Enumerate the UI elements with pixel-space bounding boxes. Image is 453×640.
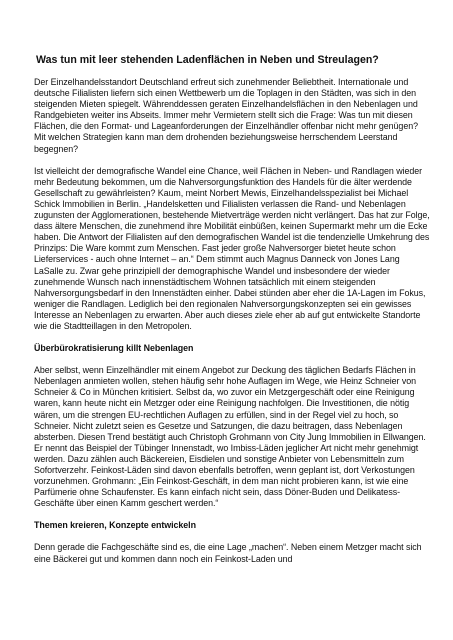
document-body — [34, 77, 430, 565]
themen-paragraph: Denn gerade die Fachgeschäfte sind es, die eine Lage „machen“. Neben einem Metzger macht sich eine Bäckerei gut und kommen dann noch ein Feinkost-Laden und — [34, 542, 422, 564]
intro-paragraph: Der Einzelhandelsstandort Deutschland erfreut sich zunehmender Beliebtheit. Internationale und deutsche Filialisten liefern sich einen Wettbewerb um die Toplagen in den Städten, was sich in den steigenden Mieten spiegelt. Währenddessen geraten Einzelhandelsflächen in den Nebenlagen und Randgebieten weiter ins Abseits. Immer mehr Vermietern stellt sich die Frage: Was tun mit diesen Flächen, die den Format- und Lageanforderungen der Einzelhändler offenbar nicht mehr genügen? Mit welchen Strategien kann man dem drohenden beziehungsweise herrschendem Leerstand begegnen? — [34, 77, 418, 154]
section-heading-themen: Themen kreieren, Konzepte entwickeln — [34, 520, 196, 531]
section-heading-buerokratie: Überbürokratisierung killt Nebenlagen — [34, 343, 194, 354]
buerokratie-paragraph: Aber selbst, wenn Einzelhändler mit einem Angebot zur Deckung des täglichen Bedarfs Flächen in Nebenlagen anmieten wollen, stehen häufig sehr hohe Auflagen im Wege, wie Heinz Schneier von Schneier & Co in München kritisiert. Selbst da, wo zuvor ein Metzgergeschäft oder eine Reinigung waren, kann heute nicht ein Metzger oder eine Reinigung nachfolgen. Die Investitionen, die nötig wären, um die strengen EU-rechtlichen Auflagen zu erfüllen, sind in der Regel viel zu hoch, so Schneier. Nicht zuletzt seien es Gesetze und Satzungen, die dazu beitragen, dass Nebenlagen absterben. Diesen Trend bestätigt auch Christoph Grohmann von City Jung Immobilien in Ellwangen. Er nennt das Beispiel der Tübinger Innenstadt, wo Imbiss-Läden jeglicher Art nicht mehr genehmigt werden. Dazu zählen auch Bäckereien, Eisdielen und sonstige Anbieter von Lebensmitteln zum Sofortverzehr. Feinkost-Läden sind davon ebenfalls betroffen, wenn geplant ist, dort Verkostungen vorzunehmen. Grohmann: „Ein Feinkost-Geschäft, in dem man nicht probieren kann, ist wie eine Parfümerie ohne Schaufenster. Es kann einfach nicht sein, dass Döner-Buden und Delikatess-Geschäfte über einen Kamm geschert werden.“ — [34, 365, 426, 509]
document-title: Was tun mit leer stehenden Ladenflächen in Neben und Streulagen? — [36, 54, 379, 66]
demographic-paragraph: Ist vielleicht der demografische Wandel eine Chance, weil Flächen in Neben- und Randlagen wieder mehr Bedeutung bekommen, um die Nahversorgungsfunktion des Handels für die älter werdende Gesellschaft zu gewährleisten? Kaum, meint Norbert Mewis, Einzelhandelsspezialist bei Michael Schick Immobilien in Berlin. „Handelsketten und Filialisten verlassen die Rand- und Nebenlagen zugunsten der Agglomerationen, bestehende Mietverträge werden nicht verlängert. Das hat zur Folge, dass ältere Menschen, die zunehmend ihre Mobilität einbüßen, keinen Supermarkt mehr um die Ecke haben. Die Antwort der Filialisten auf den demografischen Wandel ist die tendenzielle Umkehrung des Prinzips: Die Ware kommt zum Menschen. Fast jeder große Nahversorger bietet heute schon Lieferservices - auch ohne Internet – an.“ Dem stimmt auch Magnus Danneck von Jones Lang LaSalle zu. Zwar gehe prinzipiell der demographische Wandel und insbesondere der wieder zunehmende Wunsch nach innenstädtischem Wohnen tatsächlich mit einem steigenden Nahversorgungsbedarf in den Innenstädten einher. Dabei stünden aber eher die 1A-Lagen im Fokus, weniger die Randlagen. Lediglich bei den regionalen Nahversorgungskonzepten sei ein gewisses Interesse an Nebenlagen zu erwarten. Aber auch dieses ziele eher ab auf gut entwickelte Standorte wie die Stadtteillagen in den Metropolen. — [34, 165, 430, 331]
